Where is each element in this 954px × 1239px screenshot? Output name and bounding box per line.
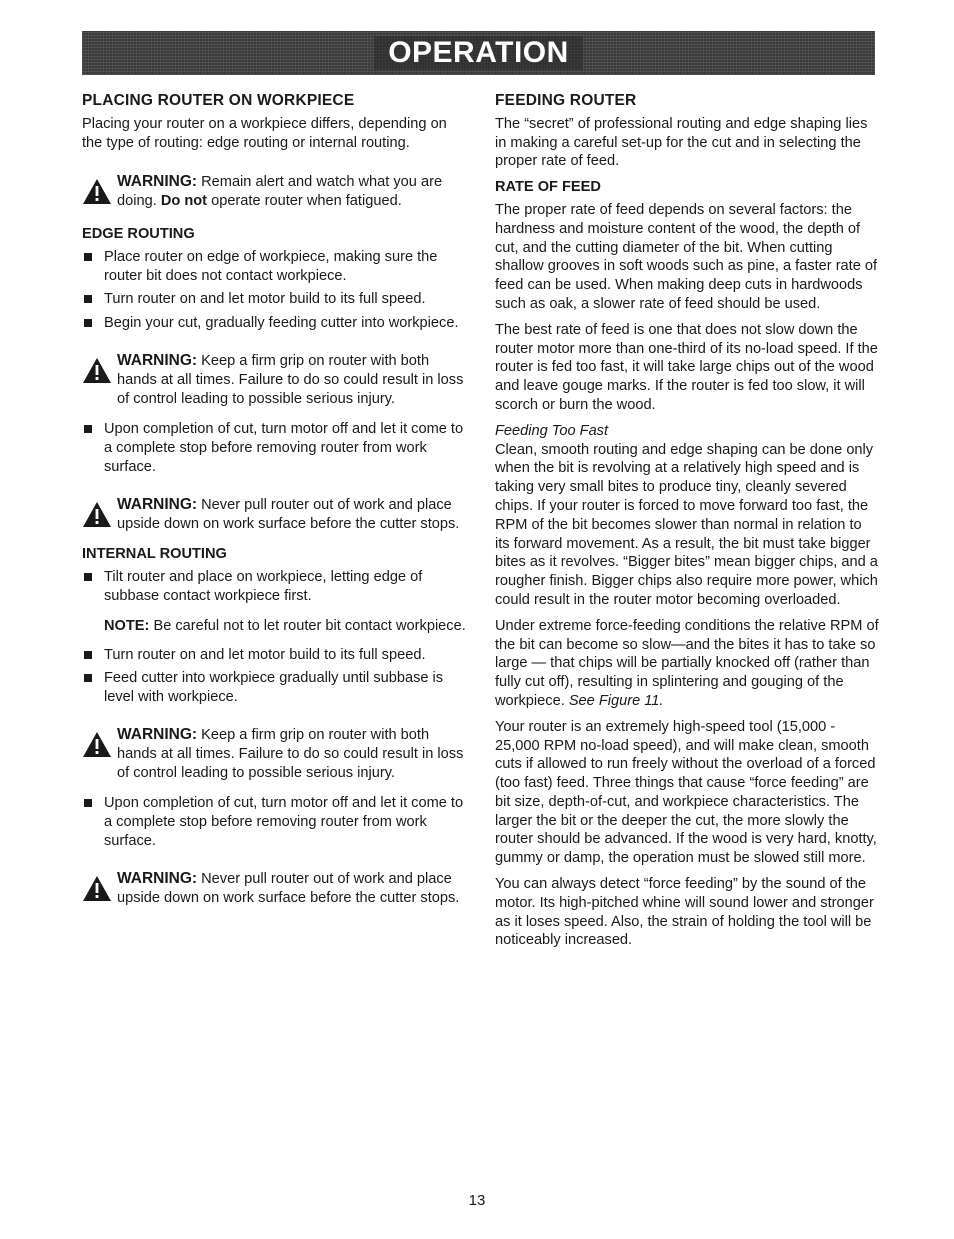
heading-internal-routing: INTERNAL ROUTING — [82, 546, 227, 563]
warning-label: WARNING: — [117, 173, 198, 191]
warning-emphasis: Do not — [160, 193, 208, 210]
warning-triangle-icon — [82, 357, 112, 384]
list-item-text: Place router on edge of workpiece, making sure the router bit does not contact workpiece. — [104, 248, 438, 284]
too-fast-paragraph-4: You can always detect “force feeding” by the sound of the motor. Its high-pitched whine will sound lower and stronger as it loses speed. Also, the strain of holding the tool will be noticeably increased. — [495, 876, 874, 949]
warning-block — [82, 496, 466, 534]
rate-paragraph-2: The best rate of feed is one that does not slow down the router motor more than one-third of its no-load speed. If the router is fed too fast, it will take large chips out of the wood and leave gouge marks. If the router is fed too slow, it will scorch or burn the wood. — [495, 321, 878, 413]
list-item — [82, 646, 466, 665]
square-bullet-icon — [84, 425, 92, 433]
warning-text: Keep a firm grip on router with both hands at all times. Failure to do so could result in loss of control leading to possible serious injury. — [117, 726, 464, 781]
too-fast-paragraph-3: Your router is an extremely high-speed tool (15,000 - 25,000 RPM no-load speed), and will make clean, smooth cuts if allowed to run freely without the overload of a forced (too fast) feed. Three things that cause “force feeding” are bit size, depth-of-cut, and workpiece characteristics. The larger the bit or the deeper the cut, the more slowly the router should be advanced. If the wood is very hard, knotty, gummy or damp, the operation must be slowed still more. — [495, 718, 877, 867]
list-item-text: Feed cutter into workpiece gradually until subbase is level with workpiece. — [104, 670, 444, 706]
square-bullet-icon — [84, 799, 92, 807]
list-item-text: Upon completion of cut, turn motor off and let it come to a complete stop before removing router from work surface. — [104, 795, 464, 849]
list-item-text: Begin your cut, gradually feeding cutter into workpiece. — [104, 315, 459, 332]
too-fast-paragraph-2 — [495, 617, 879, 711]
heading-feeding-too-fast: Feeding Too Fast — [495, 422, 609, 439]
list-item — [82, 314, 466, 333]
placing-intro: Placing your router on a workpiece differs, depending on the type of routing: edge routing or internal routing. — [82, 115, 447, 151]
heading-edge-routing: EDGE ROUTING — [82, 225, 195, 242]
section-banner — [82, 31, 875, 75]
figure-reference: See Figure 11. — [568, 692, 664, 709]
warning-label: WARNING: — [117, 725, 198, 743]
square-bullet-icon — [84, 295, 92, 303]
warning-text: operate router when fatigued. — [207, 193, 402, 210]
list-item-text: Tilt router and place on workpiece, letting edge of subbase contact workpiece first. — [104, 569, 423, 604]
note-block — [82, 617, 466, 636]
feeding-paragraph: The “secret” of professional routing and edge shaping lies in making a careful set-up for the cut and in selecting the proper rate of feed. — [495, 115, 868, 170]
warning-triangle-icon — [82, 178, 112, 205]
square-bullet-icon — [84, 573, 92, 581]
warning-triangle-icon — [82, 875, 112, 902]
right-column — [495, 92, 879, 957]
warning-text: Remain alert and watch what you are doing. — [117, 174, 443, 210]
list-item-text: Upon completion of cut, turn motor off and let it come to a complete stop before removing router from work surface. — [104, 421, 464, 475]
list-item — [82, 420, 466, 476]
warning-block — [82, 173, 466, 211]
left-column — [82, 92, 466, 915]
square-bullet-icon — [84, 319, 92, 327]
list-item — [82, 248, 466, 286]
warning-block — [82, 352, 466, 408]
list-item — [82, 794, 466, 850]
note-text: Be careful not to let router bit contact workpiece. — [149, 617, 466, 634]
list-item — [82, 568, 466, 606]
paragraph-text: Under extreme force-feeding conditions the relative RPM of the bit can become so slow—and the bites it has to take so large — that chips will be partially knocked off (rather than fully cut off), resulting in splintering and gouging of the workpiece. — [495, 617, 879, 709]
warning-text: Never pull router out of work and place upside down on work surface before the cutter stops. — [117, 496, 460, 532]
square-bullet-icon — [84, 674, 92, 682]
warning-block — [82, 726, 466, 782]
warning-block — [82, 870, 466, 908]
warning-text: Never pull router out of work and place upside down on work surface before the cutter stops. — [117, 870, 460, 906]
square-bullet-icon — [84, 253, 92, 261]
heading-feeding-router: FEEDING ROUTER — [495, 92, 637, 109]
warning-label: WARNING: — [117, 495, 198, 513]
list-item-text: Turn router on and let motor build to its full speed. — [104, 291, 426, 308]
note-label: NOTE: — [104, 617, 150, 634]
warning-label: WARNING: — [117, 351, 198, 369]
warning-triangle-icon — [82, 501, 112, 528]
warning-triangle-icon — [82, 731, 112, 758]
square-bullet-icon — [84, 651, 92, 659]
list-item — [82, 290, 466, 309]
too-fast-paragraph-1: Clean, smooth routing and edge shaping can be done only when the bit is revolving at a relatively high speed and is taking very small bites to produce tiny, cleanly severed chips. If your router is forced to move forward too fast, the RPM of the bit becomes slower than normal in relation to its forward movement. As a result, the bit must take bigger bites as it revolves. “Bigger bites” mean bigger chips, and a rougher finish. Bigger chips also require more power, which could result in the router motor becoming overloaded. — [495, 441, 878, 608]
list-item-text: Turn router on and let motor build to its full speed. — [104, 646, 426, 663]
warning-text: Keep a firm grip on router with both hands at all times. Failure to do so could result in loss of control leading to possible serious injury. — [117, 352, 464, 407]
rate-paragraph-1: The proper rate of feed depends on several factors: the hardness and moisture content of the wood, the depth of cut, and the cutting diameter of the bit. When cutting shallow grooves in soft woods such as pine, a faster rate of feed can be used. When making deep cuts in hardwoods such as oak, a slower rate of feed should be used. — [495, 201, 878, 312]
heading-rate-of-feed: RATE OF FEED — [495, 179, 601, 196]
section-title: OPERATION — [374, 36, 583, 70]
heading-placing-router: PLACING ROUTER ON WORKPIECE — [82, 92, 355, 109]
page-number: 13 — [468, 1192, 486, 1209]
list-item — [82, 669, 466, 707]
warning-label: WARNING: — [117, 869, 198, 887]
